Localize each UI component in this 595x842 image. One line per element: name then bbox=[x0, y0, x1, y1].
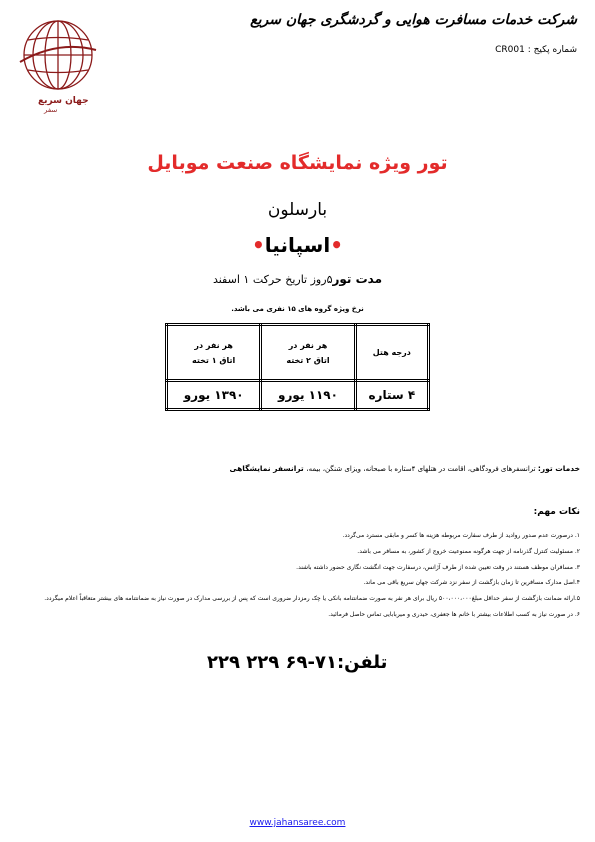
table-header-row bbox=[167, 325, 429, 381]
cell-price-double: ۱۱۹۰ یورو bbox=[261, 381, 355, 410]
services-text: ترانسفرهای فرودگاهی، اقامت در هتلهای ۴ستاره با صبحانه، ویزای شنگن، بیمه، bbox=[306, 465, 538, 473]
duration-value: ۵روز تاریخ حرکت ۱ اسفند bbox=[212, 273, 333, 286]
list-item: ۵.ارائه ضمانت بازگشت از سفر حداقل مبلغ۵۰۰،۰۰۰،۰۰۰ ریال برای هر نفر به صورت ضمانتنامه بانکی یا چک رمزدار ضروری است که پس از بررسی مدارک در صورت نیاز به ضمانتنامه های بیشتر متعاقباً اعلام میگردد. bbox=[44, 595, 580, 603]
table-row bbox=[167, 381, 429, 410]
tour-title: تور ویژه نمایشگاه صنعت موبایل bbox=[147, 152, 448, 174]
list-item: ۲. مسئولیت کنترل گذرنامه از جهت هرگونه ممنوعیت خروج از کشور، به مسافر می باشد. bbox=[357, 547, 580, 555]
company-title: شرکت خدمات مسافرت هوایی و گردشگری جهان سریع bbox=[250, 12, 577, 28]
header-cell-double: هر نفر در اتاق ۲ تخته bbox=[261, 325, 355, 381]
notes-title: نکات مهم: bbox=[533, 507, 580, 517]
website-link[interactable]: www.jahansaree.com bbox=[249, 818, 346, 828]
tour-services bbox=[230, 464, 581, 473]
services-label: خدمات تور: bbox=[537, 464, 580, 473]
tour-country bbox=[0, 233, 595, 257]
tour-duration bbox=[0, 272, 595, 286]
notes-list bbox=[15, 528, 580, 623]
country-name: اسپانیا bbox=[264, 233, 331, 257]
list-item: ۶. در صورت نیاز به کسب اطلاعات بیشتر با خانم ها جعفری، حیدری و میربابایی تماس حاصل فرمائید. bbox=[328, 610, 580, 618]
logo-caption: جهان سریع bbox=[38, 96, 89, 106]
company-logo bbox=[18, 10, 98, 110]
package-code: شماره پکیج : CR001 bbox=[495, 45, 577, 55]
cell-hotel-grade: ۴ ستاره bbox=[355, 381, 428, 410]
list-item: ۳. مسافران موظف هستند در وقت تعیین شده از طرف آژانس، درسفارت جهت انگشت نگاری حضور داشته باشند. bbox=[296, 563, 580, 571]
bullet-icon: • bbox=[330, 233, 343, 257]
services-highlight: ترانسفر نمایشگاهی bbox=[229, 464, 307, 473]
list-item: ۴.اصل مدارک مسافرین تا زمان بازگشت از سفر نزد شرکت جهان سریع باقی می ماند. bbox=[363, 579, 580, 587]
tour-city: بارسلون bbox=[267, 200, 328, 220]
globe-icon bbox=[20, 21, 96, 89]
header-cell-single: هر نفر در اتاق ۱ تخته bbox=[167, 325, 261, 381]
logo-subcaption: سفر bbox=[44, 106, 58, 114]
header-cell-hotel: درجه هتل bbox=[355, 325, 428, 381]
price-table bbox=[165, 323, 430, 411]
group-rate-note: نرخ ویژه گروه های ۱۵ نفری می باشد. bbox=[231, 305, 364, 313]
cell-price-single: ۱۳۹۰ یورو bbox=[167, 381, 261, 410]
duration-label: مدت تور bbox=[332, 272, 383, 286]
list-item: ۱. درصورت عدم صدور روادید از طرف سفارت مربوطه هزینه ها کسر و مابقی مسترد می‌گردد. bbox=[342, 532, 580, 539]
bullet-icon: • bbox=[252, 233, 265, 257]
phone-number: تلفن:۷۱-۶۹ ۲۲۹ ۲۲۹ bbox=[207, 652, 388, 673]
